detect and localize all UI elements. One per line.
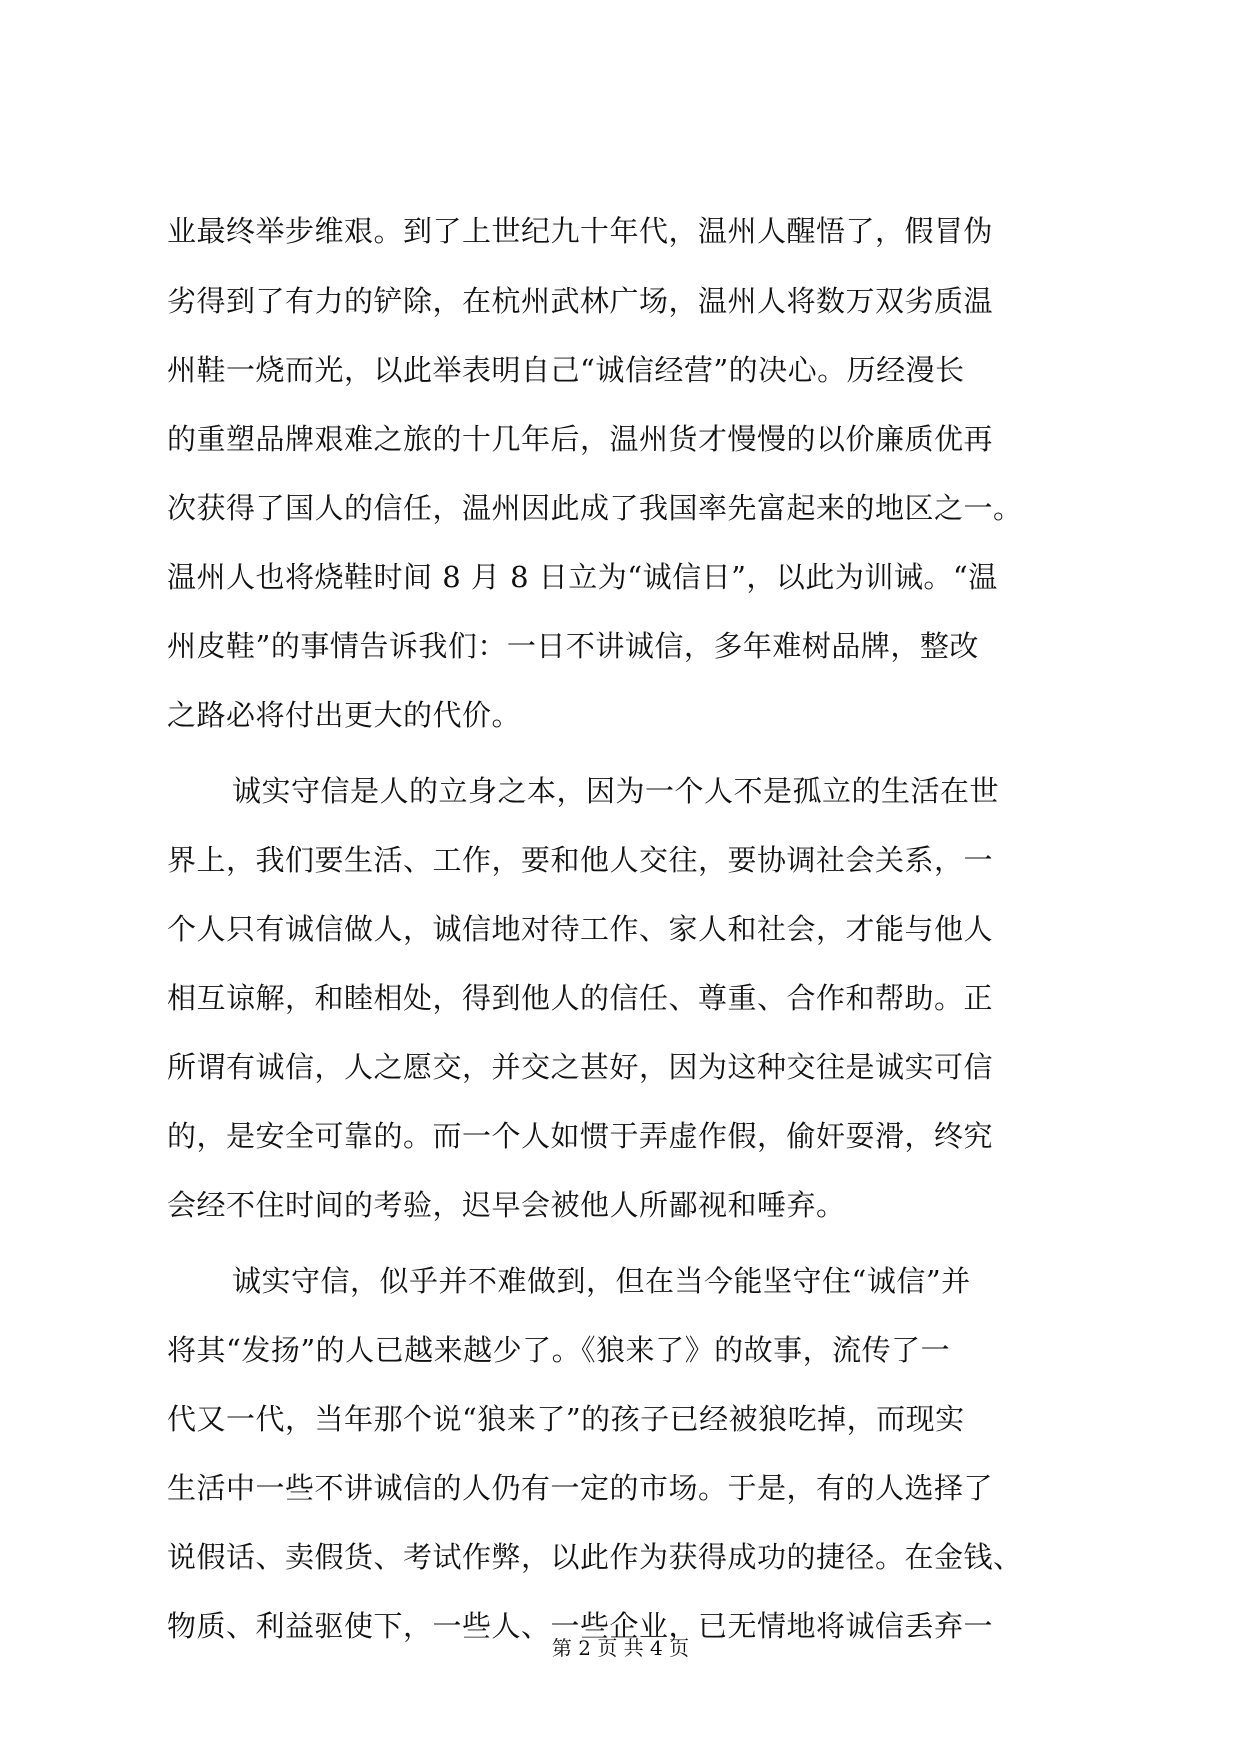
text-line: 所谓有诚信，人之愿交，并交之甚好，因为这种交往是诚实可信 bbox=[167, 1050, 994, 1084]
text-line: 州鞋一烧而光，以此举表明自己“诚信经营”的决心。历经漫长 bbox=[167, 353, 965, 387]
text-line: 界上，我们要生活、工作，要和他人交往，要协调社会关系，一 bbox=[167, 843, 994, 877]
text-line: 业最终举步维艰。到了上世纪九十年代，温州人醒悟了，假冒伪 bbox=[167, 214, 994, 248]
text-line: 会经不住时间的考验，迟早会被他人所鄙视和唾弃。 bbox=[167, 1188, 846, 1222]
paragraph-first-line: 诚实守信是人的立身之本，因为一个人不是孤立的生活在世 bbox=[232, 774, 1000, 808]
page-number-footer: 第 2 页 共 4 页 bbox=[551, 1636, 690, 1660]
text-line: 的，是安全可靠的。而一个人如惯于弄虚作假，偷奸耍滑，终究 bbox=[167, 1119, 994, 1153]
text-line: 个人只有诚信做人，诚信地对待工作、家人和社会，才能与他人 bbox=[167, 912, 994, 946]
text-line: 州皮鞋”的事情告诉我们：一日不讲诚信，多年难树品牌，整改 bbox=[167, 629, 979, 663]
text-line: 物质、利益驱使下，一些人、一些企业，已无情地将诚信丢弃一 bbox=[167, 1609, 994, 1643]
text-line: 生活中一些不讲诚信的人仍有一定的市场。于是，有的人选择了 bbox=[167, 1471, 994, 1505]
text-line: 之路必将付出更大的代价。 bbox=[167, 698, 522, 732]
paragraph-first-line: 诚实守信，似乎并不难做到，但在当今能坚守住“诚信”并 bbox=[232, 1264, 971, 1298]
text-line: 将其“发扬”的人已越来越少了。《狼来了》的故事，流传了一 bbox=[167, 1333, 951, 1367]
text-line: 温州人也将烧鞋时间 8 月 8 日立为“诚信日”，以此为训诫。“温 bbox=[167, 560, 998, 594]
text-line: 说假话、卖假货、考试作弊，以此作为获得成功的捷径。在金钱、 bbox=[167, 1540, 1023, 1574]
text-line: 相互谅解，和睦相处，得到他人的信任、尊重、合作和帮助。正 bbox=[167, 981, 994, 1015]
text-line: 劣得到了有力的铲除，在杭州武林广场，温州人将数万双劣质温 bbox=[167, 284, 994, 318]
text-line: 代又一代，当年那个说“狼来了”的孩子已经被狼吃掉，而现实 bbox=[167, 1402, 965, 1436]
text-line: 的重塑品牌艰难之旅的十几年后，温州货才慢慢的以价廉质优再 bbox=[167, 422, 994, 456]
text-line: 次获得了国人的信任，温州因此成了我国率先富起来的地区之一。 bbox=[167, 491, 1023, 525]
